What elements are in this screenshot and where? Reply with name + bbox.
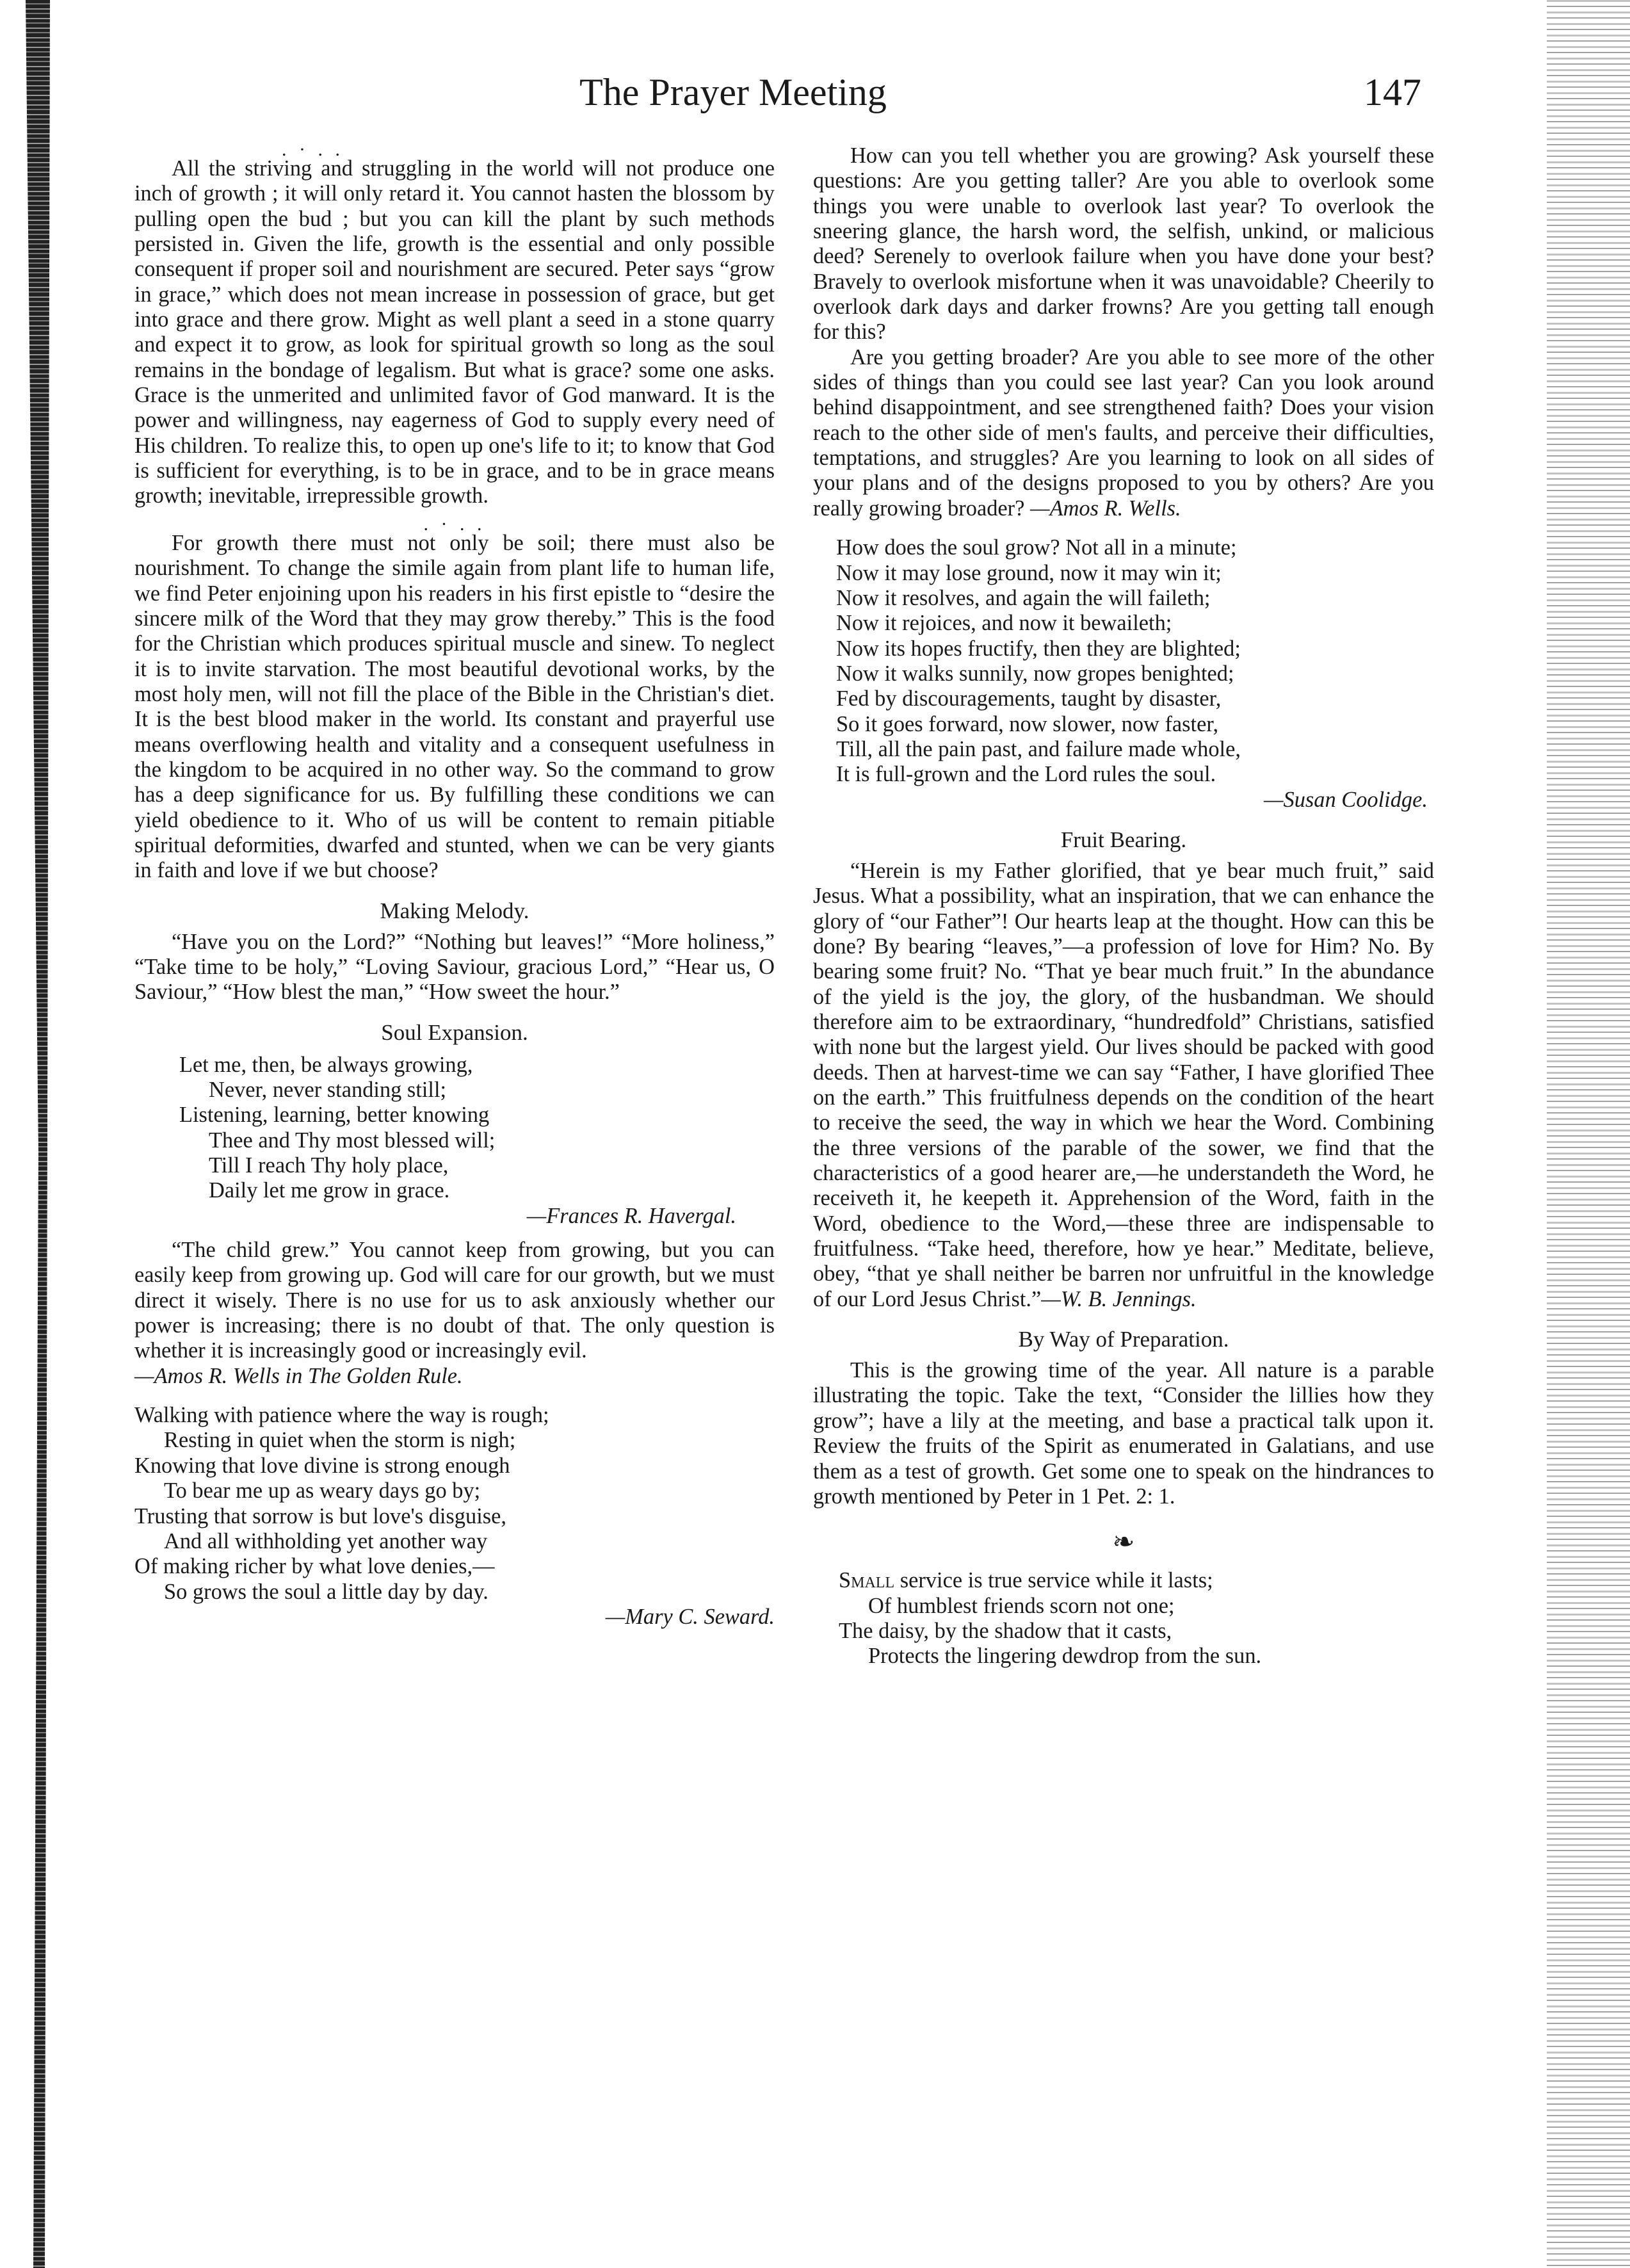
attribution: —Frances R. Havergal.: [526, 1203, 736, 1228]
poem-line: Thee and Thy most blessed will;: [209, 1128, 496, 1153]
preparation-text: This is the growing time of the year. All nature is a parable illustrating the topic. Take the text, “Consider the lillies how they grow”; have a lily at the meeting, and base a practical talk upon it. Review the fruits of the Spirit as enumerated in Galatians, and use them as a test of growth. Get some one to speak on the hindrances to growth mentioned by Peter in 1 Pet. 2: 1.: [813, 1358, 1434, 1509]
page-number: 147: [1364, 71, 1421, 113]
making-melody-text: “Have you on the Lord?” “Nothing but leaves!” “More holiness,” “Take time to be holy,” “Loving Saviour, gracious Lord,” “Hear us, O Saviour,” “How blest the man,” “How sweet the hour.”: [134, 929, 775, 1005]
soul-expansion-heading: Soul Expansion.: [381, 1019, 528, 1045]
poem-line: Knowing that love divine is strong enough: [134, 1453, 510, 1478]
growth-paragraph: All the striving and struggling in the world will not produce one inch of growth ; it will only retard it. You cannot hasten the blossom by pulling open the bud ; but you can kill the plant by such methods persisted in. Given the life, growth is the essential and only possible consequent if proper soil and nourishment are secured. Peter says “grow in grace,” which does not mean increase in possession of grace, but get into grace and there grow. Might as well plant a seed in a stone quarry and expect it to grow, as look for spiritual growth so long as the soul remains in the bondage of legalism. But what is grace? some one asks. Grace is the unmerited and unlimited favor of God manward. It is the power and willingness, nay eagerness of God to supply every need of His children. To realize this, to open up one's life to it; to know that God is sufficient for everything, is to be in grace, and to be in grace means growth; inevitable, irrepressible growth.: [134, 156, 775, 508]
growing-broader-paragraph: [813, 345, 1434, 521]
page-title: The Prayer Meeting: [579, 71, 887, 113]
preparation-heading: By Way of Preparation.: [1018, 1327, 1229, 1352]
soul-expansion-poem: [134, 1053, 775, 1204]
ornament-divider: ❧: [1112, 1528, 1135, 1558]
poem-line: Daily let me grow in grace.: [209, 1178, 450, 1203]
paragraph-text: “Herein is my Father glorified, that ye bear much fruit,” said Jesus. What a possibility, what an inspiration, that we can enhance the glory of “our Father”! Our hearts leap at the thought. How can this be done? By bearing “leaves,”—a profession of love for Him? No. By bearing some fruit? No. “That ye bear much fruit.” In the abundance of the yield is the joy, the glory, of the husbandman. We should therefore aim to be extraordinary, “hundredfold” Christians, satisfied with none but the largest yield. Our lives should be packed with good deeds. Then at harvest-time we can say “Father, I have glorified Thee on the earth.” This fruitfulness depends on the condition of the heart to receive the seed, the way in which we hear the Word. Combining the three versions of the parable of the sower, we find that the characteristics of a good hearer are,—he understandeth the Word, he receiveth it, he keepeth it. Apprehension of the Word, faith in the Word, obedience to the Word,—these three are indispensable to fruitfulness. “Take heed, therefore, how ye hear.” Meditate, believe, obey, “that ye shall neither be barren nor unfruitful in the knowledge of our Lord Jesus Christ.”: [813, 858, 1434, 1311]
poem-line: Now its hopes fructify, then they are blighted;: [836, 636, 1241, 661]
poem-line: Never, never standing still;: [209, 1078, 447, 1102]
separator-dots: . · . .: [282, 139, 344, 160]
right-column: [813, 143, 1434, 1669]
poem-line: Listening, learning, better knowing: [179, 1103, 490, 1128]
poem-line: So grows the soul a little day by day.: [164, 1579, 488, 1604]
poem-line: Let me, then, be always growing,: [179, 1052, 473, 1077]
scan-left-edge: [0, 0, 58, 2268]
making-melody-heading: Making Melody.: [380, 898, 529, 923]
paragraph-text: Are you getting broader? Are you able to see more of the other sides of things than you could see last year? Can you look around behind disappointment, and see strengthened faith? Does your vision reach to the other side of men's faults, and perceive their difficulties, temptations, and struggles? Are you learning to look on all sides of your plans and of the designs proposed to you by others? Are you really growing broader?: [813, 344, 1434, 521]
fruit-bearing-heading: Fruit Bearing.: [1060, 827, 1187, 852]
poem-line: How does the soul grow? Not all in a minute;: [836, 535, 1237, 560]
poem-line: And all withholding yet another way: [164, 1528, 488, 1553]
attribution: —Susan Coolidge.: [1263, 787, 1428, 812]
walking-poem: [134, 1403, 775, 1605]
poem-line: [839, 1568, 1434, 1593]
child-grew-text: “The child grew.” You cannot keep from growing, but you can easily keep from growing up. God will care for our growth, but we must direct it wisely. There is no use for us to ask anxiously whether our power is increasing; there is no doubt of that. The only question is whether it is increasingly good or increasingly evil.: [134, 1238, 775, 1363]
fruit-bearing-text: [813, 859, 1434, 1312]
soul-grow-poem: [813, 535, 1434, 787]
poem-line: To bear me up as weary days go by;: [164, 1478, 481, 1503]
poem-line: It is full-grown and the Lord rules the soul.: [836, 762, 1216, 787]
poem-line: Walking with patience where the way is rough;: [134, 1403, 549, 1428]
attribution: —Amos R. Wells.: [1030, 496, 1181, 521]
poem-line: Now it walks sunnily, now gropes benighted;: [836, 661, 1234, 686]
poem-line: Till, all the pain past, and failure made whole,: [836, 736, 1241, 761]
poem-line: Till I reach Thy holy place,: [209, 1153, 449, 1178]
poem-line: Of making richer by what love denies,—: [134, 1554, 495, 1579]
attribution: —Amos R. Wells in The Golden Rule.: [134, 1363, 463, 1388]
poem-line: So it goes forward, now slower, now faster,: [836, 711, 1219, 736]
attribution: —W. B. Jennings.: [1041, 1286, 1197, 1311]
scan-right-edge: [1547, 0, 1630, 2268]
poem-first-word: Small: [839, 1568, 895, 1593]
poem-line: Now it rejoices, and now it bewaileth;: [836, 611, 1172, 636]
poem-line: Fed by discouragements, taught by disaster,: [836, 686, 1222, 711]
poem-line: Now it resolves, and again the will faileth;: [836, 585, 1211, 610]
poem-line: Of humblest friends scorn not one;: [868, 1593, 1175, 1618]
poem-line: The daisy, by the shadow that it casts,: [839, 1618, 1172, 1643]
poem-line: Now it may lose ground, now it may win it;: [836, 560, 1222, 585]
poem-line-text: service is true service while it lasts;: [894, 1568, 1213, 1593]
separator-dots: . · . .: [423, 513, 486, 535]
poem-line: Resting in quiet when the storm is nigh;: [164, 1428, 516, 1453]
attribution: —Mary C. Seward.: [605, 1604, 775, 1629]
left-column: [134, 139, 775, 1630]
growing-taller-paragraph: How can you tell whether you are growing? Ask yourself these questions: Are you getting taller? Are you able to overlook some things you were unable to overlook last year? To overlook the sneering glance, the harsh word, the selfish, unkind, or malicious deed? Serenely to overlook failure when you have done your best? Bravely to overlook misfortune when it was unavoidable? Cheerily to overlook dark days and darker frowns? Are you getting tall enough for this?: [813, 143, 1434, 344]
poem-line: Protects the lingering dewdrop from the sun.: [868, 1644, 1262, 1669]
nourishment-paragraph: For growth there must not only be soil; there must also be nourishment. To change the simile again from plant life to human life, we find Peter enjoining upon his readers in his first epistle to “desire the sincere milk of the Word that they may grow thereby.” This is the food for the Christian which produces spiritual muscle and sinew. To neglect it is to invite starvation. The most beautiful devotional works, by the most holy men, will not fill the place of the Bible in the Christian's diet. It is the best blood maker in the world. Its constant and prayerful use means overflowing health and vitality and a consequent usefulness in the kingdom to be acquired in no other way. So the command to grow has a deep significance for us. By fulfilling these conditions we can yield obedience to it. Who of us will be content to remain pitiable spiritual deformities, dwarfed and stunted, when we can be very giants in faith and love if we but choose?: [134, 530, 775, 883]
closing-poem: [813, 1568, 1434, 1669]
poem-line: Trusting that sorrow is but love's disguise,: [134, 1503, 506, 1528]
